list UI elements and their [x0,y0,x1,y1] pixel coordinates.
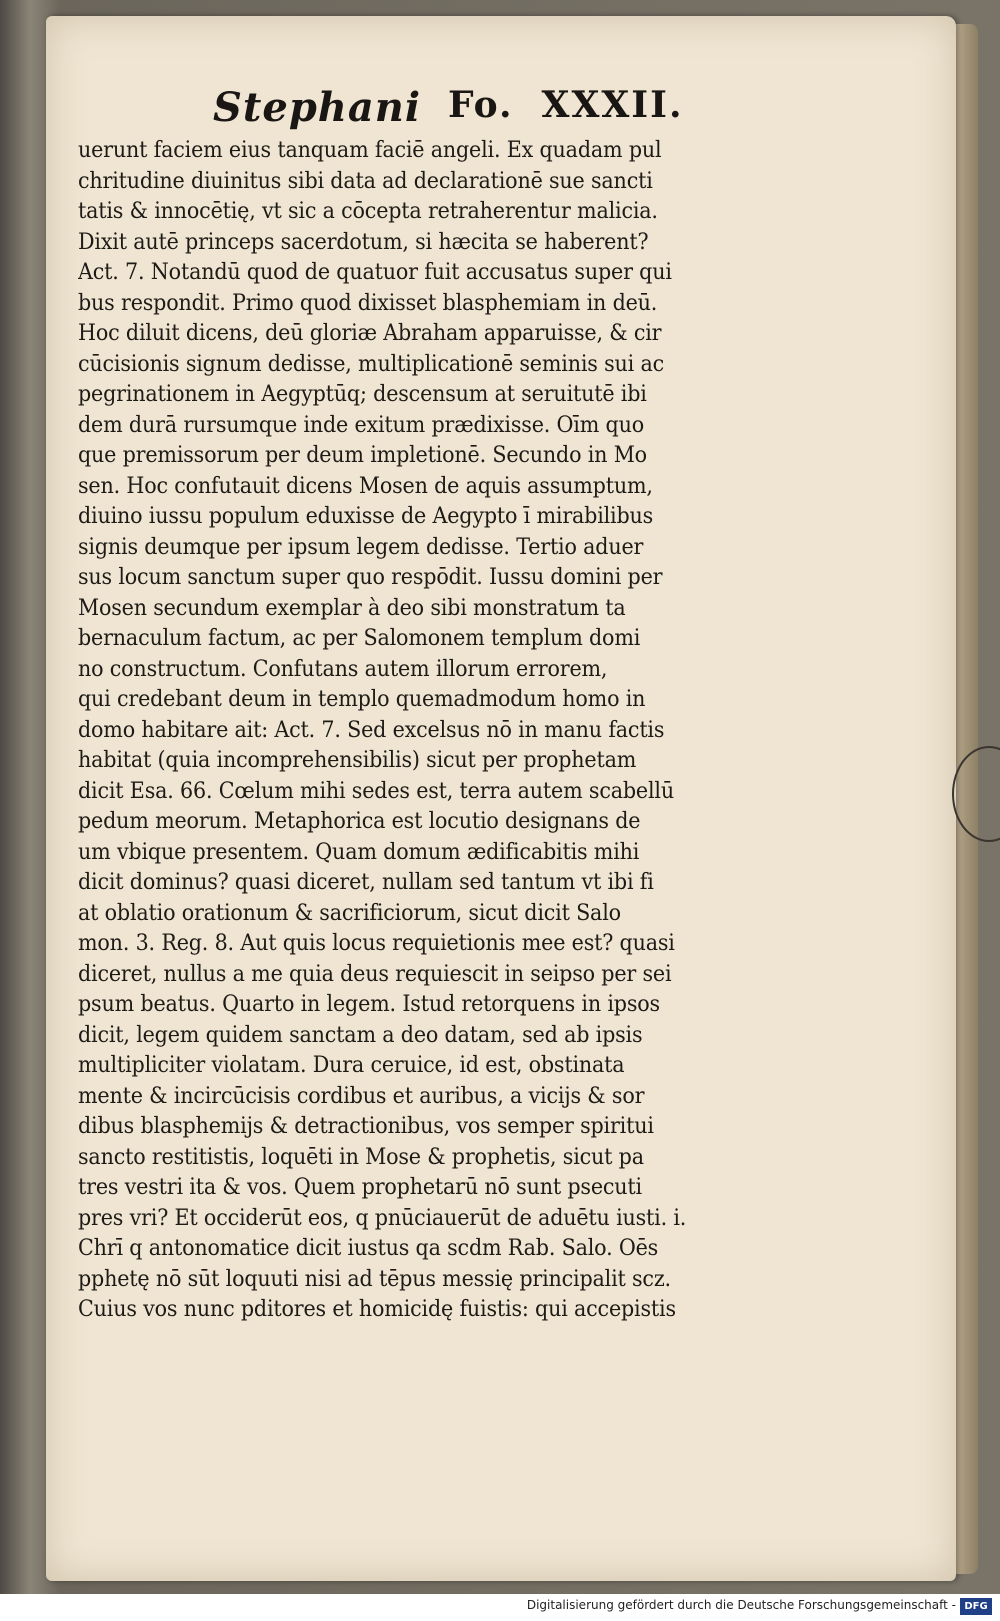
text-line: domo habitare ait: Act. 7. Sed excelsus nō in manu factis [78,717,665,743]
text-line: no constructum. Confutans autem illorum errorem, [78,656,608,682]
running-head [213,84,683,134]
text-line: Cuius vos nunc pditores et homicidę fuistis: qui accepistis [78,1297,676,1322]
text-line: psum beatus. Quarto in legem. Istud retorquens in ipsos [78,992,660,1017]
folio-number [448,84,684,126]
text-line: tatis & innocētię, vt sic a cōcepta retraherentur malicia. [78,199,658,224]
text-line: chritudine diuinitus sibi data ad declarationē sue sancti [78,168,653,194]
text-line: sus locum sanctum super quo respōdit. Iussu domini per [78,565,663,590]
text-line: bus respondit. Primo quod dixisset blasphemiam in deū. [78,290,658,316]
text-line: dicit, legem quidem sanctam a deo datam, sed ab ipsis [78,1022,643,1048]
text-line: mente & incircūcisis cordibus et auribus, a vicijs & sor [78,1083,645,1109]
text-line: Dixit autē princeps sacerdotum, si hæcita se haberent? [78,229,649,255]
text-line: qui credebant deum in templo quemadmodum homo in [78,687,646,712]
text-line: mon. 3. Reg. 8. Aut quis locus requietionis mee est? quasi [78,931,675,956]
text-line: Hoc diluit dicens, deū gloriæ Abraham apparuisse, & cir [78,321,662,346]
dfg-logo: DFG [960,1598,992,1615]
folio-prefix: Fo. [448,84,514,126]
text-line: dem durā rursumque inde exitum prædixisse. Oīm quo [78,412,644,438]
text-line: dicit dominus? quasi diceret, nullam sed tantum vt ibi fi [78,870,654,895]
text-line: pres vri? Et occiderūt eos, q pnūciauerūt de aduētu iusti. i. [78,1205,687,1231]
text-line: tres vestri ita & vos. Quem prophetarū nō sunt psecuti [78,1175,642,1200]
text-line: bernaculum factum, ac per Salomonem templum domi [78,626,641,651]
folio-roman: XXXII. [541,84,684,126]
text-line: sancto restitistis, loquēti in Mose & prophetis, sicut pa [78,1144,644,1170]
digitization-footer [0,1594,1000,1621]
text-line: cūcisionis signum dedisse, multiplicationē seminis sui ac [78,351,664,377]
text-line: diuino iussu populum eduxisse de Aegypto ī mirabilibus [78,504,654,529]
text-line: pegrinationem in Aegyptūq; descensum at seruitutē ibi [78,382,647,407]
text-line: habitat (quia incomprehensibilis) sicut per prophetam [78,748,637,773]
text-line: um vbique presentem. Quam domum ædificabitis mihi [78,839,640,865]
text-line: pphetę nō sūt loquuti nisi ad tēpus messię principalit scz. [78,1266,671,1292]
text-line: multipliciter violatam. Dura ceruice, id est, obstinata [78,1053,625,1078]
text-line: dibus blasphemijs & detractionibus, vos semper spiritui [78,1114,654,1139]
running-head-title: Stephani [213,84,422,131]
text-line: Act. 7. Notandū quod de quatuor fuit accusatus super qui [78,260,672,285]
funding-credit: Digitalisierung gefördert durch die Deutsche Forschungsgemeinschaft - [526,1598,956,1612]
text-line: signis deumque per ipsum legem dedisse. Tertio aduer [78,534,644,560]
text-line: diceret, nullus a me quia deus requiescit in seipso per sei [78,961,672,987]
text-line: que premissorum per deum impletionē. Secundo in Mo [78,443,647,468]
text-line: at oblatio orationum & sacrificiorum, sicut dicit Salo [78,900,621,926]
text-line: uerunt faciem eius tanquam faciē angeli. Ex quadam pul [78,138,662,163]
text-line: sen. Hoc confutauit dicens Mosen de aquis assumptum, [78,473,653,499]
text-line: dicit Esa. 66. Cœlum mihi sedes est, terra autem scabellū [78,778,674,804]
text-line: pedum meorum. Metaphorica est locutio designans de [78,809,641,834]
text-line: Mosen secundum exemplar à deo sibi monstratum ta [78,595,626,621]
text-line: Chrī q antonomatice dicit iustus qa scdm Rab. Salo. Oēs [78,1236,659,1261]
body-text [78,136,793,1326]
